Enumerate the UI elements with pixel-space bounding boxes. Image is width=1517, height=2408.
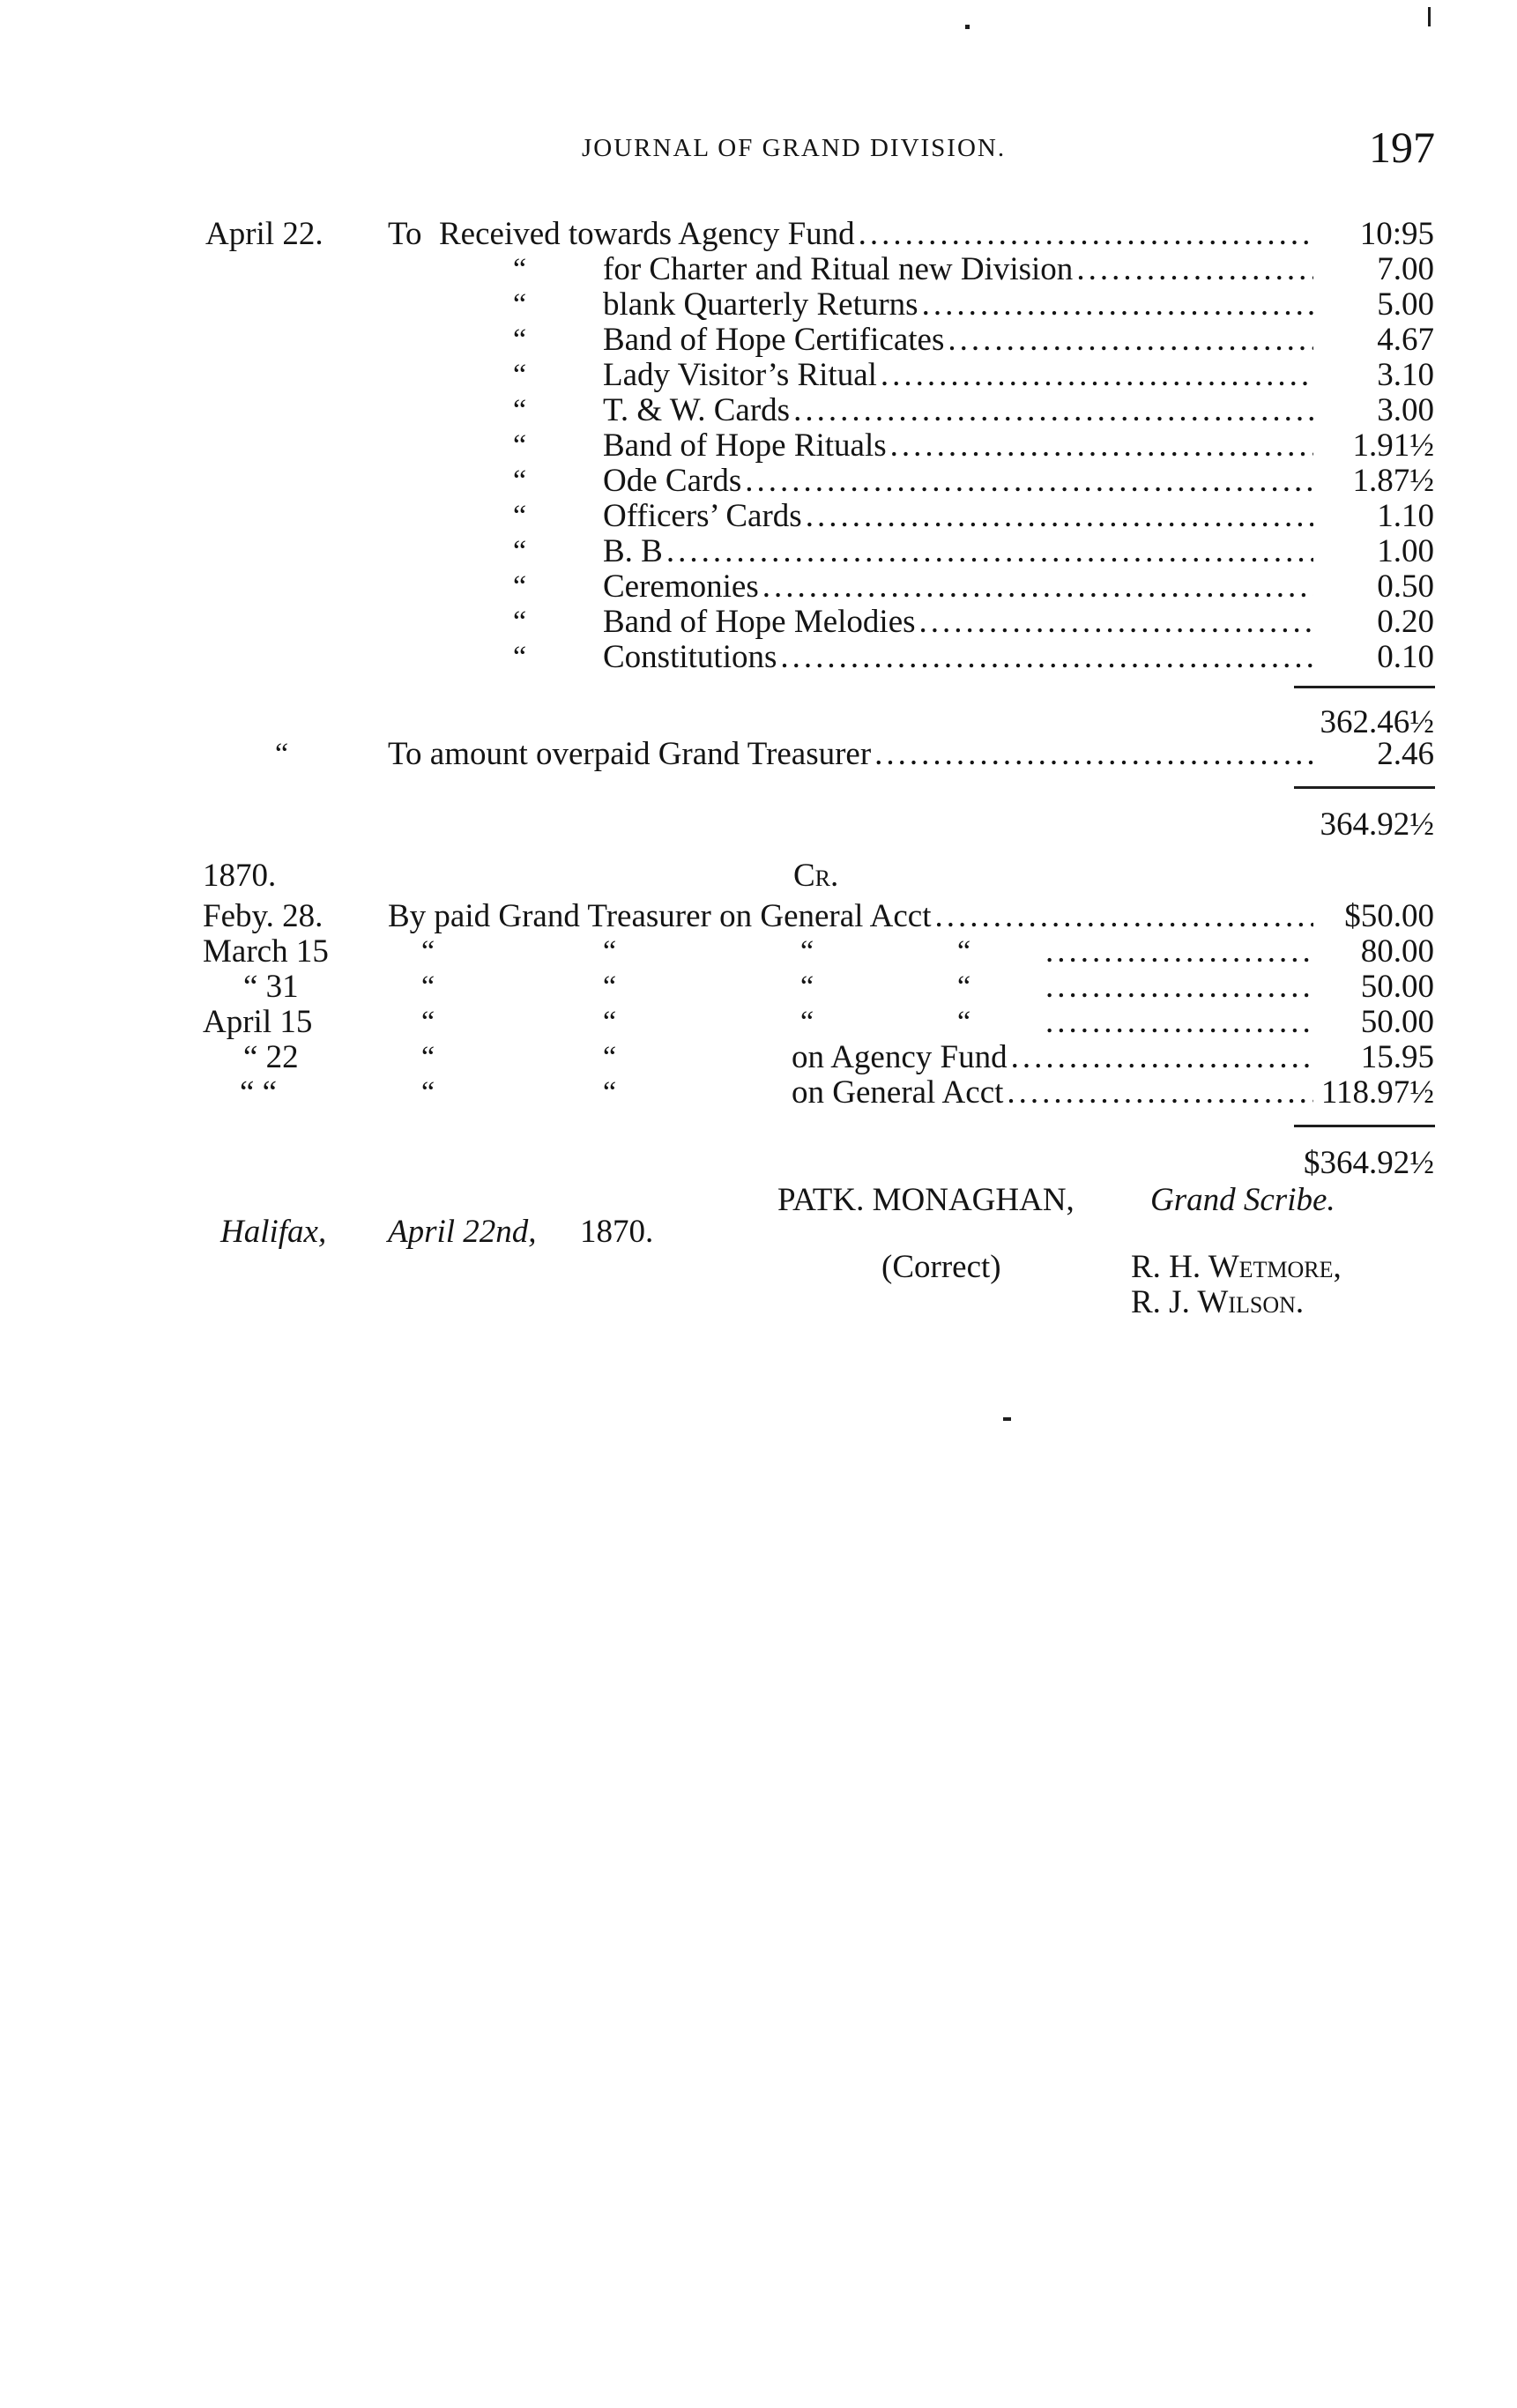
ditto-mark: “ — [603, 970, 617, 1003]
scribe-title: Grand Scribe. — [1150, 1182, 1335, 1218]
ditto-mark: “ — [513, 323, 527, 356]
credit-heading: Cr. — [793, 858, 839, 894]
credit-date: Feby. 28. — [203, 898, 323, 934]
credit-label: By paid Grand Treasurer on General Acct ..... — [388, 899, 1313, 934]
debit-label: Lady Visitor’s Ritual ..... — [603, 358, 1313, 393]
credit-label: on General Acct ..... — [792, 1075, 1313, 1111]
edge-mark — [1428, 7, 1431, 26]
audit-line — [0, 1250, 1517, 1285]
debit-amount: 3.00 — [1377, 392, 1434, 428]
debit-total-row — [0, 807, 1517, 843]
debit-label: Band of Hope Certificates ..... — [603, 323, 1313, 358]
ditto-mark: “ — [421, 1041, 435, 1074]
debit-label: Received towards Agency Fund ..... — [439, 217, 1313, 252]
debit-amount: 0.20 — [1377, 604, 1434, 640]
debit-row — [0, 252, 1517, 287]
overpaid-label: To amount overpaid Grand Treasurer ..... — [388, 737, 1313, 772]
overpaid-amount: 2.46 — [1377, 736, 1434, 772]
debit-amount: 1.87½ — [1352, 463, 1434, 499]
credit-amount: 50.00 — [1360, 1004, 1434, 1040]
ditto-mark: “ — [513, 288, 527, 321]
ditto-mark: “ — [957, 935, 971, 968]
ditto-mark: “ — [513, 394, 527, 427]
debit-label: Band of Hope Rituals ..... — [603, 428, 1313, 464]
debit-row — [0, 640, 1517, 675]
debit-row — [0, 464, 1517, 499]
credit-date: “ 22 — [243, 1039, 299, 1075]
ditto-mark: “ — [513, 429, 527, 462]
debit-subtotal-row — [0, 705, 1517, 740]
debit-label: B. B ..... — [603, 534, 1313, 569]
ditto-mark: “ — [800, 970, 814, 1003]
page-number: 197 — [1369, 123, 1435, 172]
leader-dots — [1045, 1005, 1313, 1040]
signing-place: Halifax, — [220, 1214, 327, 1250]
ditto-mark: “ — [513, 253, 527, 286]
debit-label: Band of Hope Melodies ..... — [603, 605, 1313, 640]
credit-heading-row — [0, 858, 1517, 894]
credit-label: on Agency Fund ..... — [792, 1040, 1313, 1075]
sum-rule — [1294, 686, 1435, 688]
debit-row — [0, 428, 1517, 464]
ditto-mark: “ — [800, 1006, 814, 1038]
credit-amount: 118.97½ — [1320, 1074, 1434, 1111]
ditto-mark: “ — [603, 1006, 617, 1038]
ditto-mark: “ — [513, 606, 527, 638]
credit-amount: 15.95 — [1360, 1039, 1434, 1075]
credit-row — [0, 970, 1517, 1005]
auditor-name: R. H. Wetmore, — [1131, 1249, 1342, 1285]
ditto-mark: “ — [513, 641, 527, 673]
credit-amount: $50.00 — [1344, 898, 1434, 934]
debit-label: blank Quarterly Returns ..... — [603, 287, 1313, 323]
debit-label: T. & W. Cards ..... — [603, 393, 1313, 428]
debit-label: Officers’ Cards ..... — [603, 499, 1313, 534]
debit-date: April 22. — [205, 216, 323, 252]
leader-dots — [1045, 970, 1313, 1005]
ditto-mark: “ — [421, 1076, 435, 1109]
place-date-line — [0, 1215, 1517, 1250]
ditto-mark: “ — [603, 1041, 617, 1074]
ditto-mark: “ — [513, 535, 527, 568]
ditto-mark: “ — [513, 570, 527, 603]
debit-total: 364.92½ — [1320, 806, 1434, 843]
debit-amount: 4.67 — [1377, 322, 1434, 358]
debit-amount: 5.00 — [1377, 286, 1434, 323]
debit-row — [0, 217, 1517, 252]
audit-line — [0, 1285, 1517, 1320]
credit-date: April 15 — [203, 1004, 313, 1040]
credit-row — [0, 1040, 1517, 1075]
debit-label: Constitutions ..... — [603, 640, 1313, 675]
credit-amount: 80.00 — [1360, 933, 1434, 970]
correct-note: (Correct) — [881, 1249, 1001, 1285]
credit-total-row — [0, 1146, 1517, 1181]
speck-mark — [1003, 1417, 1011, 1421]
debit-lead: To — [388, 216, 422, 252]
sum-rule — [1294, 1125, 1435, 1127]
debit-amount: 7.00 — [1377, 251, 1434, 287]
ditto-mark: “ — [421, 970, 435, 1003]
overpaid-row — [0, 737, 1517, 772]
debit-label: for Charter and Ritual new Division ..... — [603, 252, 1313, 287]
debit-label: Ceremonies ..... — [603, 569, 1313, 605]
credit-amount: 50.00 — [1360, 969, 1434, 1005]
ditto-mark: “ — [513, 500, 527, 532]
debit-row — [0, 393, 1517, 428]
debit-amount: 3.10 — [1377, 357, 1434, 393]
ditto-mark: “ — [513, 359, 527, 391]
debit-label: Ode Cards ..... — [603, 464, 1313, 499]
credit-date: “ “ — [240, 1074, 278, 1111]
credit-year: 1870. — [203, 858, 277, 894]
ditto-mark: “ — [421, 1006, 435, 1038]
ditto-mark: “ — [603, 935, 617, 968]
ditto-mark: “ — [957, 970, 971, 1003]
ditto-mark: “ — [603, 1076, 617, 1109]
signing-date: April 22nd, — [388, 1214, 537, 1250]
debit-amount: 1.10 — [1377, 498, 1434, 534]
debit-subtotal: 362.46½ — [1320, 704, 1434, 740]
debit-amount: 1.91½ — [1352, 427, 1434, 464]
leader-dots — [1045, 934, 1313, 970]
auditor-name: R. J. Wilson. — [1131, 1284, 1305, 1320]
ditto-mark: “ — [421, 935, 435, 968]
debit-row — [0, 499, 1517, 534]
debit-amount: 0.50 — [1377, 569, 1434, 605]
debit-row — [0, 534, 1517, 569]
signing-year: 1870. — [580, 1214, 654, 1250]
scribe-name: PATK. MONAGHAN, — [777, 1182, 1075, 1218]
credit-date: March 15 — [203, 933, 329, 970]
debit-row — [0, 569, 1517, 605]
credit-row — [0, 1005, 1517, 1040]
credit-total: $364.92½ — [1304, 1145, 1434, 1181]
ditto-mark: “ — [275, 738, 289, 770]
debit-amount: 0.10 — [1377, 639, 1434, 675]
ditto-mark: “ — [800, 935, 814, 968]
debit-amount: 1.00 — [1377, 533, 1434, 569]
sum-rule — [1294, 786, 1435, 789]
debit-row — [0, 605, 1517, 640]
ditto-mark: “ — [513, 465, 527, 497]
credit-row — [0, 899, 1517, 934]
credit-row — [0, 1075, 1517, 1111]
speck-mark — [965, 25, 970, 29]
debit-row — [0, 287, 1517, 323]
ditto-mark: “ — [957, 1006, 971, 1038]
debit-row — [0, 323, 1517, 358]
running-header: JOURNAL OF GRAND DIVISION. — [582, 134, 1007, 162]
credit-date: “ 31 — [243, 969, 299, 1005]
debit-amount: 10:95 — [1359, 216, 1434, 252]
scribe-line — [0, 1183, 1517, 1218]
debit-row — [0, 358, 1517, 393]
credit-row — [0, 934, 1517, 970]
